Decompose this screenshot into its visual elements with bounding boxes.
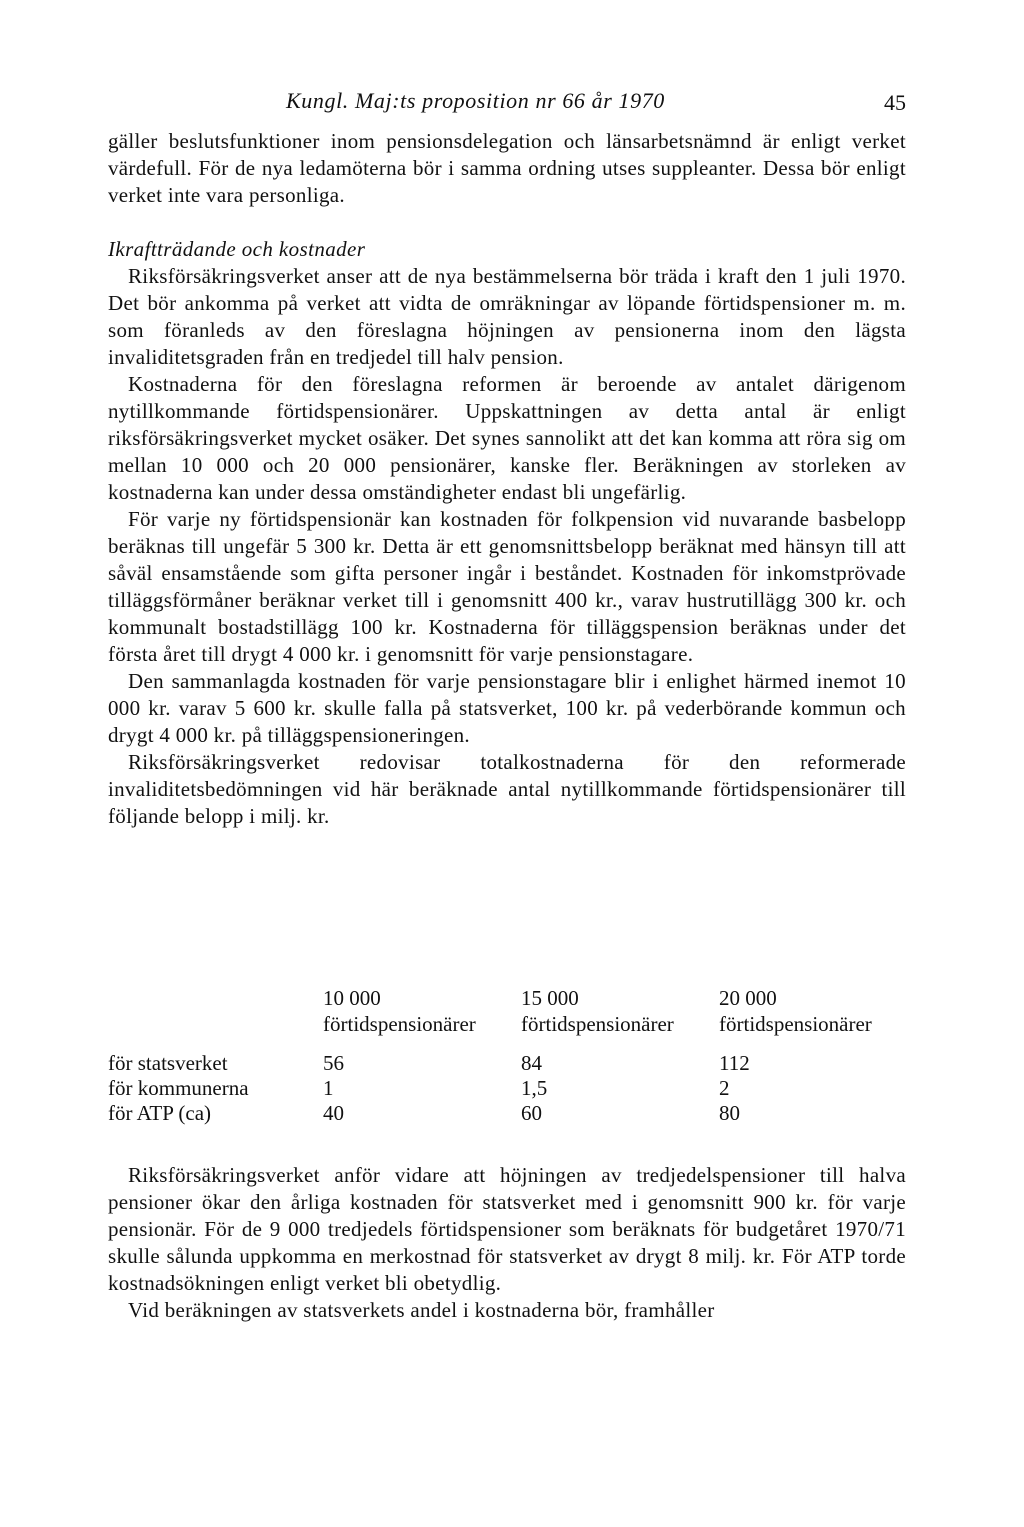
table-cell: 56 (323, 1051, 344, 1075)
table-row (108, 1051, 906, 1076)
table-cell: 80 (719, 1101, 740, 1125)
table-cell: 1,5 (521, 1076, 548, 1100)
row-label: för statsverket (108, 1051, 228, 1075)
table-header-cell: 10 000 förtidspensionärer (323, 986, 476, 1036)
page-header (108, 88, 906, 118)
table-cell: 2 (719, 1076, 730, 1100)
table-header-cell: 15 000 förtidspensionärer (521, 986, 674, 1036)
document-title: Kungl. Maj:ts proposition nr 66 år 1970 (286, 88, 665, 113)
cost-table (108, 985, 906, 1126)
paragraph: gäller beslutsfunktioner inom pensionsdelegation och länsarbetsnämnd är enligt verket värdefull. För de nya ledamöterna bör i samma ordning utses suppleanter. Dessa bör enligt verket inte vara personliga. (108, 129, 906, 207)
table-cell: 40 (323, 1101, 344, 1125)
section-heading: Ikraftträdande och kostnader (108, 237, 366, 261)
table-header-cell (108, 985, 323, 1037)
lower-text (108, 1162, 906, 1324)
table-row (108, 1076, 906, 1101)
table-cell: 84 (521, 1051, 542, 1075)
paragraph: Den sammanlagda kostnaden för varje pensionstagare blir i enlighet härmed inemot 10 000 kr. varav 5 600 kr. skulle falla på statsverket, 100 kr. på vederbörande kommun och drygt 4 000 kr. på tilläggspensioneringen. (108, 669, 906, 747)
paragraph: Riksförsäkringsverket anför vidare att höjningen av tredjedelspensioner till halva pensioner ökar den årliga kostnaden för statsverket med i genomsnitt 900 kr. för varje pensionär. För de 9 000 tredjedels förtidspensioner som beräknats för budgetåret 1970/71 skulle sålunda uppkomma en merkostnad för statsverket av drygt 8 milj. kr. För ATP torde kostnadsökningen enligt verket bli obetydlig. (108, 1163, 906, 1295)
paragraph: Kostnaderna för den föreslagna reformen är beroende av antalet därigenom nytillkommande förtidspensionärer. Uppskattningen av detta antal är enligt riksförsäkringsverket mycket osäker. Det synes sannolikt att det kan komma att röra sig om mellan 10 000 och 20 000 pensionärer, kanske fler. Beräkningen av storleken av kostnaderna kan under dessa omständigheter endast bli ungefärlig. (108, 372, 906, 504)
paragraph: Riksförsäkringsverket redovisar totalkostnaderna för den reformerade invaliditetsbedömningen vid här beräknade antal nytillkommande förtidspensionärer till följande belopp i milj. kr. (108, 750, 906, 828)
main-text (108, 128, 906, 830)
table-header-cell: 20 000 förtidspensionärer (719, 986, 872, 1036)
table-header-row (108, 985, 906, 1037)
table-cell: 1 (323, 1076, 334, 1100)
paragraph: Vid beräkningen av statsverkets andel i kostnaderna bör, framhåller (128, 1298, 715, 1322)
table-row (108, 1101, 906, 1126)
paragraph: Riksförsäkringsverket anser att de nya bestämmelserna bör träda i kraft den 1 juli 1970. Det bör ankomma på verket att vidta de omräkningar av löpande förtidspensioner m. m. som föranleds av den föreslagna höjningen av pensionerna inom den lägsta invaliditetsgraden från en tredjedel till halv pension. (108, 264, 906, 369)
paragraph: För varje ny förtidspensionär kan kostnaden för folkpension vid nuvarande basbelopp beräknas till ungefär 5 300 kr. Detta är ett genomsnittsbelopp beräknat med hänsyn till att såväl ensamstående som gifta personer ingår i beståndet. Kostnaden för inkomstprövade tilläggsförmåner beräknar verket till i genomsnitt 400 kr., varav hustrutillägg 300 kr. och kommunalt bostadstillägg 100 kr. Kostnaderna för tilläggspension beräknas under det första året till drygt 4 000 kr. i genomsnitt för varje pensionstagare. (108, 507, 906, 666)
row-label: för ATP (ca) (108, 1101, 212, 1125)
table-cell: 60 (521, 1101, 542, 1125)
row-label: för kommunerna (108, 1076, 249, 1100)
table-cell: 112 (719, 1051, 750, 1075)
page-number: 45 (884, 90, 906, 115)
